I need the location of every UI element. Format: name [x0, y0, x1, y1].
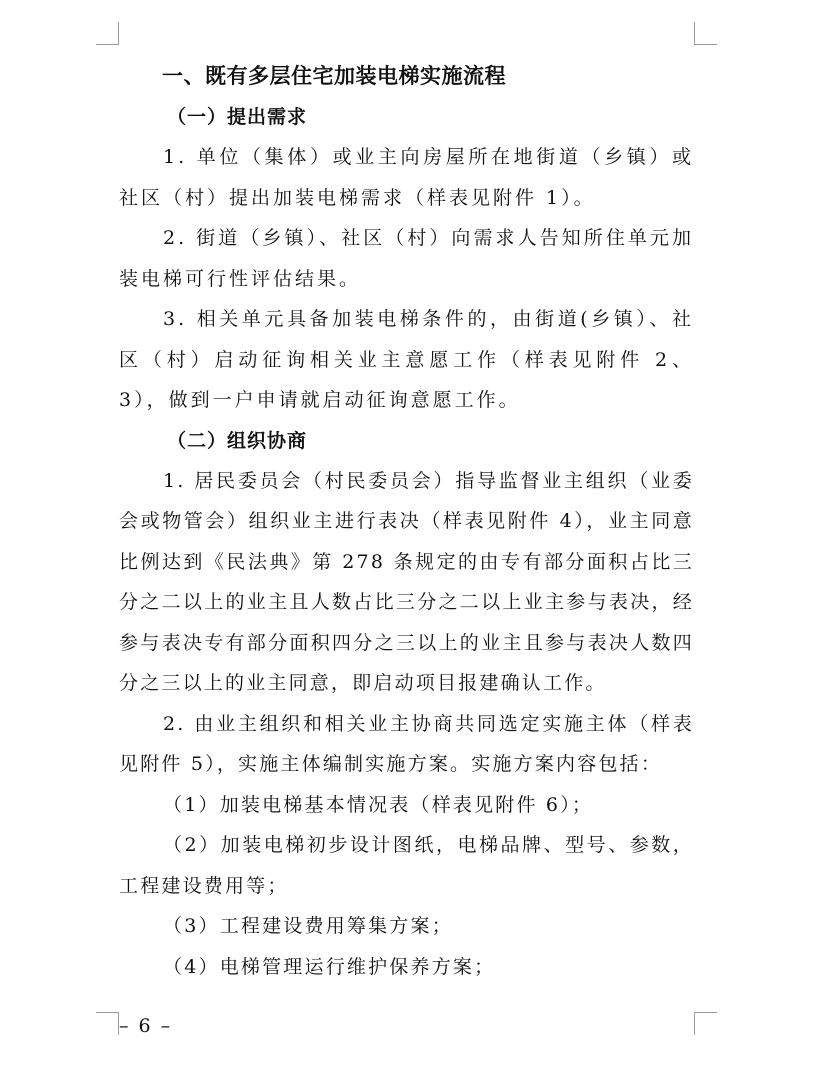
page-number: – 6 – — [119, 1015, 173, 1037]
corner-mark-bottom-left — [96, 1012, 119, 1035]
paragraph: （2）加装电梯初步设计图纸，电梯品牌、型号、参数，工程建设费用等； — [119, 834, 694, 897]
paragraph: 3. 相关单元具备加装电梯条件的，由街道(乡镇）、社区（村）启动征询相关业主意愿工作（样表见附件 2、3），做到一户申请就启动征询意愿工作。 — [119, 308, 694, 411]
paragraph: 1. 单位（集体）或业主向房屋所在地街道（乡镇）或社区（村）提出加装电梯需求（样表见附件 1）。 — [119, 146, 694, 209]
corner-mark-top-left — [96, 22, 119, 45]
document-body — [119, 57, 694, 987]
section-title-2: （二）组织协商 — [167, 429, 308, 452]
corner-mark-bottom-right — [694, 1012, 717, 1035]
paragraph: 1. 居民委员会（村民委员会）指导监督业主组织（业委会或物管会）组织业主进行表决（样表见附件 4），业主同意比例达到《民法典》第 278 条规定的由专有部分面积占比三分之二以上的业主且人数占比三分之二以上业主参与表决，经参与表决专有部分面积四分之三以上的业主且参与表决人数四分之三以上的业主同意，即启动项目报建确认工作。 — [119, 469, 694, 694]
paragraph: 2. 由业主组织和相关业主协商共同选定实施主体（样表见附件 5），实施主体编制实施方案。实施方案内容包括： — [119, 712, 694, 775]
corner-mark-top-right — [694, 22, 717, 45]
paragraph: （3）工程建设费用筹集方案； — [163, 915, 453, 937]
paragraph: （4）电梯管理运行维护保养方案； — [163, 955, 496, 978]
paragraph: 2. 街道（乡镇）、社区（村）向需求人告知所住单元加装电梯可行性评估结果。 — [119, 227, 694, 290]
page-heading: 一、既有多层住宅加装电梯实施流程 — [162, 64, 506, 88]
section-title-1: （一）提出需求 — [167, 106, 308, 128]
paragraph: （1）加装电梯基本情况表（样表见附件 6）； — [163, 793, 594, 816]
